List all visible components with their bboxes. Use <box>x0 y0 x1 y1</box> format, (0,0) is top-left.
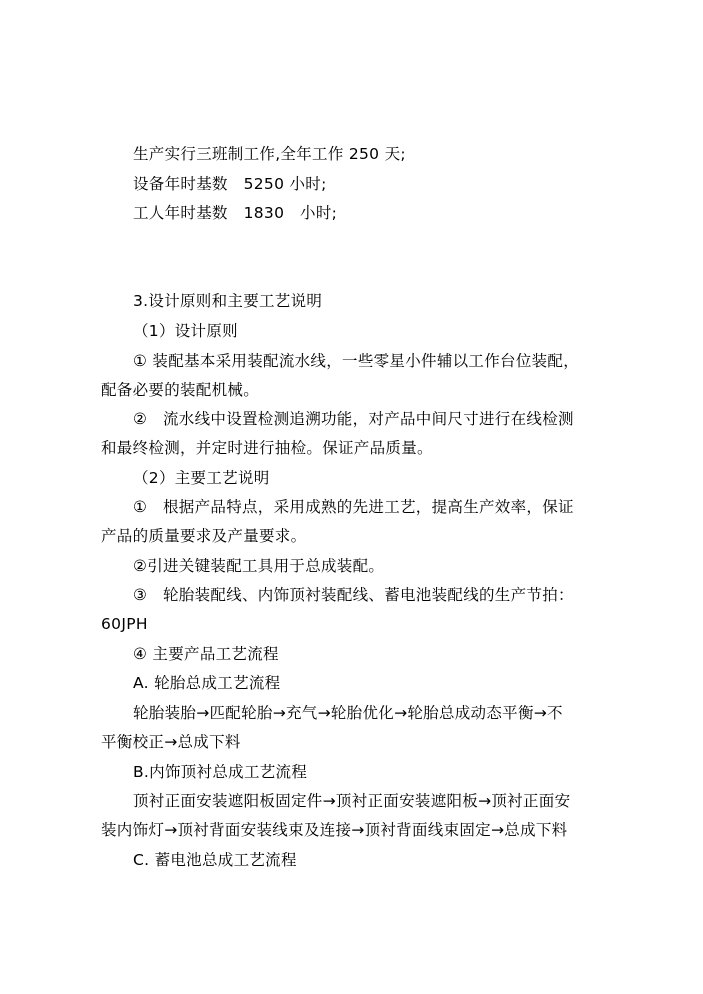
paragraph-line: ③ 轮胎装配线、内饰顶衬装配线、蓄电池装配线的生产节拍： <box>133 586 574 604</box>
process-flow-line: 装内饰灯→顶衬背面安装线束及连接→顶衬背面线束固定→总成下料 <box>101 821 568 839</box>
paragraph-line: 配备必要的装配机械。 <box>101 381 260 399</box>
process-flow-subheading-b: B.内饰顶衬总成工艺流程 <box>133 763 308 781</box>
subsection-heading-design-principles: （1）设计原则 <box>133 322 238 340</box>
process-flow-subheading-c: C. 蓄电池总成工艺流程 <box>133 851 297 869</box>
text-line-equipment-hours: 设备年时基数 5250 小时; <box>133 175 327 193</box>
paragraph-line: 60JPH <box>101 615 148 633</box>
section-heading: 3.设计原则和主要工艺说明 <box>133 292 323 310</box>
process-flow-line: 顶衬正面安装遮阳板固定件→顶衬正面安装遮阳板→顶衬正面安 <box>133 792 571 810</box>
subsection-heading-process-description: （2）主要工艺说明 <box>133 469 270 487</box>
process-flow-line: 平衡校正→总成下料 <box>101 733 241 751</box>
paragraph-line: 和最终检测，并定时进行抽检。保证产品质量。 <box>101 439 433 457</box>
text-line-worker-hours: 工人年时基数 1830 小时; <box>133 204 338 222</box>
paragraph-line: ②引进关键装配工具用于总成装配。 <box>133 557 385 575</box>
paragraph-line: 产品的质量要求及产量要求。 <box>101 527 307 545</box>
paragraph-line: ① 装配基本采用装配流水线，一些零星小件辅以工作台位装配， <box>133 352 580 370</box>
paragraph-line: ② 流水线中设置检测追溯功能，对产品中间尺寸进行在线检测 <box>133 410 574 428</box>
process-flow-line: 轮胎装胎→匹配轮胎→充气→轮胎优化→轮胎总成动态平衡→不 <box>133 704 563 722</box>
process-flow-heading: ④ 主要产品工艺流程 <box>133 645 279 663</box>
paragraph-line: ① 根据产品特点，采用成熟的先进工艺，提高生产效率，保证 <box>133 498 574 516</box>
text-line-work-shift: 生产实行三班制工作,全年工作 250 天; <box>133 145 406 163</box>
process-flow-subheading-a: A. 轮胎总成工艺流程 <box>133 674 281 692</box>
